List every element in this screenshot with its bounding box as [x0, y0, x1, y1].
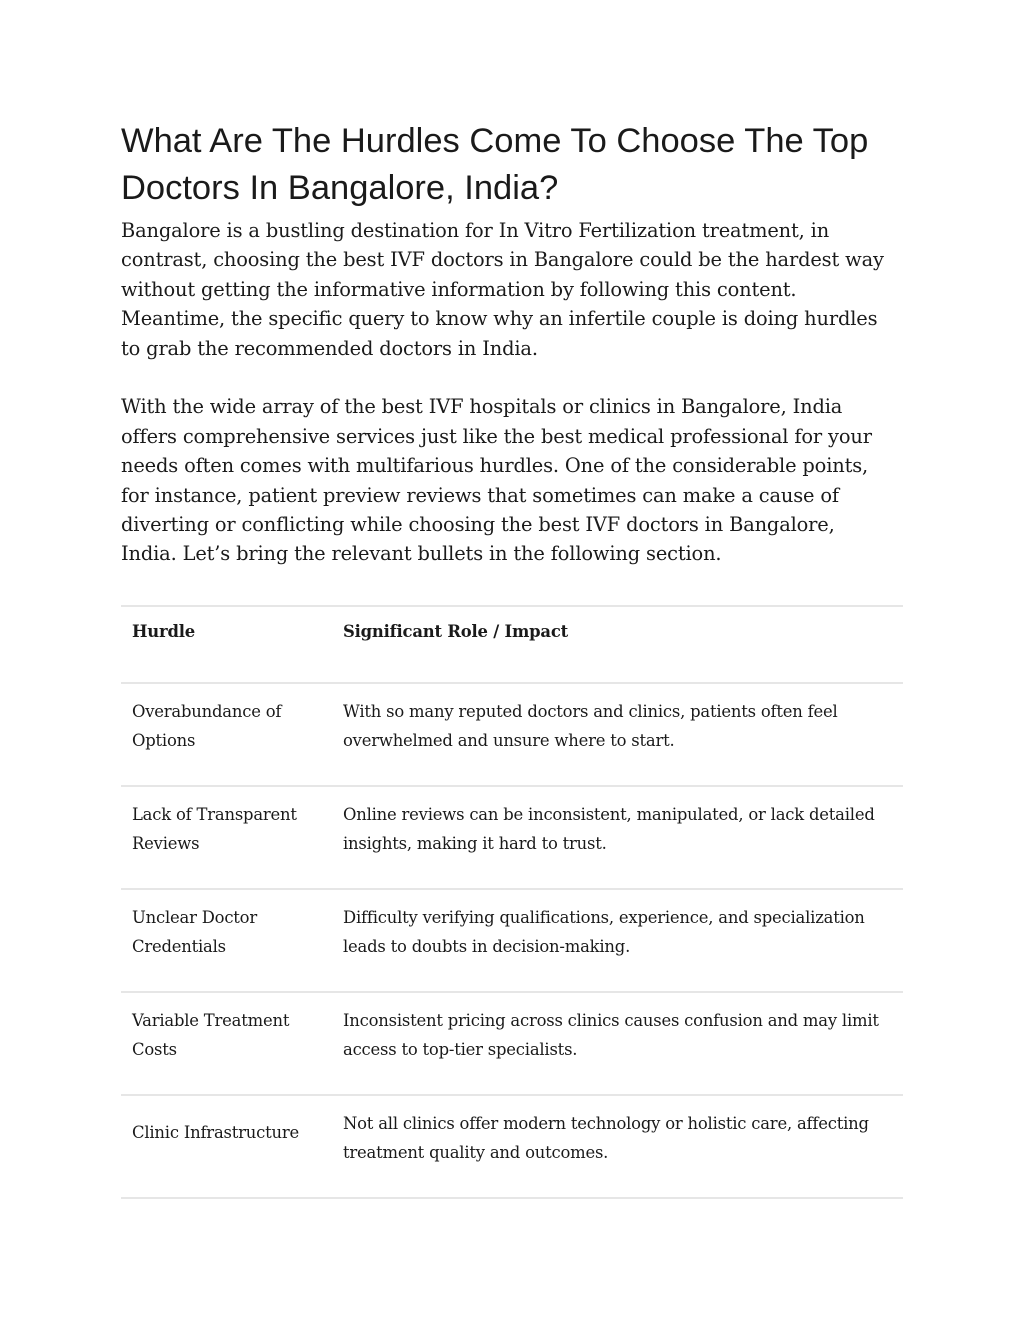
- header-label: Significant Role / Impact: [343, 622, 568, 641]
- intro-paragraph: [121, 216, 903, 363]
- hurdle-cell: [121, 786, 332, 889]
- cell-line: Reviews: [132, 834, 200, 854]
- cell-line: Unclear Doctor: [132, 908, 257, 927]
- paragraph-line: without getting the informative information by following this content.: [121, 277, 797, 301]
- paragraph-line: Meantime, the specific query to know why an infertile couple is doing hurdles: [121, 307, 878, 331]
- table-row: [121, 889, 903, 992]
- impact-cell: [332, 889, 903, 992]
- cell-line: Options: [132, 731, 196, 751]
- paragraph-line: Bangalore is a bustling destination for In Vitro Fertilization treatment, in: [121, 219, 830, 242]
- paragraph-line: contrast, choosing the best IVF doctors in Bangalore could be the hardest way: [121, 248, 884, 272]
- header-cell-hurdle: [121, 606, 332, 683]
- title-line: Doctors In Bangalore, India?: [121, 169, 559, 207]
- hurdle-cell: [121, 992, 332, 1095]
- cell-line: Overabundance of: [132, 702, 282, 721]
- hurdle-cell: [121, 1095, 332, 1198]
- paragraph-line: for instance, patient preview reviews that sometimes can make a cause of: [121, 483, 839, 507]
- hurdles-table: [121, 605, 903, 1199]
- cell-line: Costs: [132, 1040, 177, 1060]
- paragraph-line: offers comprehensive services just like the best medical professional for your: [121, 424, 872, 448]
- cell-line: Variable Treatment: [132, 1011, 290, 1030]
- cell-line: access to top-tier specialists.: [343, 1040, 578, 1060]
- page-title: [121, 118, 903, 212]
- cell-line: Difficulty verifying qualifications, experience, and specialization: [343, 908, 865, 927]
- cell-line: overwhelmed and unsure where to start.: [343, 731, 675, 751]
- second-paragraph: [121, 392, 903, 568]
- document-page: [121, 118, 903, 569]
- cell-line: Not all clinics offer modern technology or holistic care, affecting: [343, 1114, 869, 1133]
- table-row: [121, 992, 903, 1095]
- cell-line: With so many reputed doctors and clinics, patients often feel: [343, 702, 838, 721]
- paragraph-line: With the wide array of the best IVF hospitals or clinics in Bangalore, India: [121, 395, 843, 419]
- cell-line: treatment quality and outcomes.: [343, 1143, 609, 1163]
- hurdle-cell: [121, 889, 332, 992]
- table-header-row: [121, 606, 903, 683]
- cell-line: Lack of Transparent: [132, 805, 297, 824]
- impact-cell: [332, 992, 903, 1095]
- cell-line: Credentials: [132, 937, 226, 957]
- impact-cell: [332, 786, 903, 889]
- impact-cell: [332, 683, 903, 786]
- cell-line: Clinic Infrastructure: [132, 1123, 299, 1142]
- table-row: [121, 1095, 903, 1198]
- title-line: What Are The Hurdles Come To Choose The Top: [121, 122, 869, 160]
- impact-cell: [332, 1095, 903, 1198]
- paragraph-line: needs often comes with multifarious hurdles. One of the considerable points,: [121, 454, 869, 478]
- cell-line: leads to doubts in decision-making.: [343, 937, 631, 957]
- header-label: Hurdle: [132, 622, 195, 641]
- cell-line: Inconsistent pricing across clinics causes confusion and may limit: [343, 1011, 879, 1030]
- table-row: [121, 786, 903, 889]
- hurdle-cell: [121, 683, 332, 786]
- paragraph-line: India. Let’s bring the relevant bullets in the following section.: [121, 542, 722, 566]
- paragraph-line: diverting or conflicting while choosing the best IVF doctors in Bangalore,: [121, 513, 835, 537]
- cell-line: insights, making it hard to trust.: [343, 834, 607, 854]
- table-row: [121, 683, 903, 786]
- cell-line: Online reviews can be inconsistent, manipulated, or lack detailed: [343, 805, 875, 824]
- header-cell-impact: [332, 606, 903, 683]
- paragraph-line: to grab the recommended doctors in India.: [121, 336, 538, 360]
